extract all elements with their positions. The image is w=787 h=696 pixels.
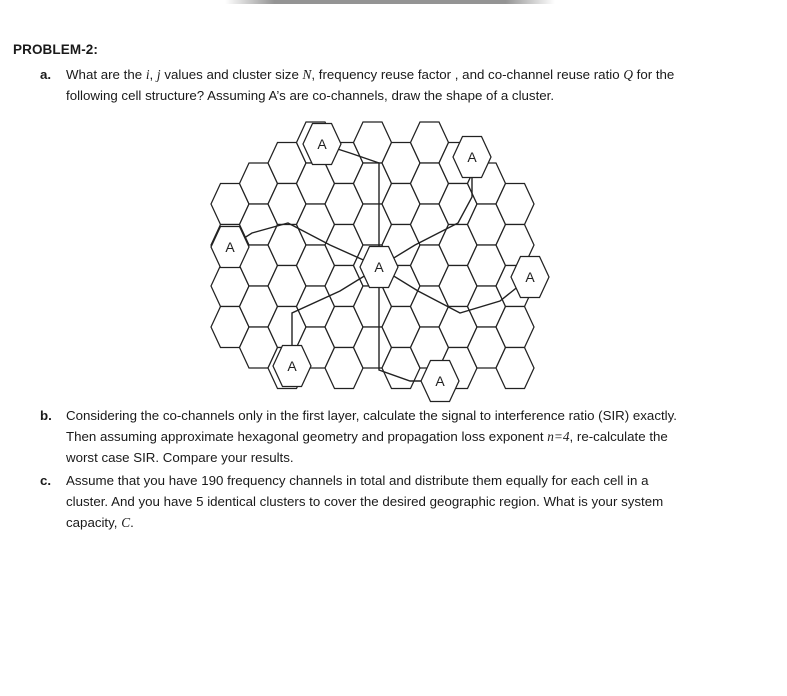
text-run: values and cluster size [160, 67, 303, 82]
part-a-marker: a. [40, 67, 52, 82]
text-run: . [130, 515, 134, 530]
cochannel-cell-label: A [374, 259, 384, 275]
part-b-line-3: worst case SIR. Compare your results. [66, 450, 294, 465]
text-run: , frequency reuse factor , and co-channel reuse ratio [311, 67, 624, 82]
cochannel-cell-label: A [225, 239, 235, 255]
variable-n: N [302, 67, 312, 82]
text-run: capacity, [66, 515, 122, 530]
part-b-text [66, 405, 770, 468]
part-b-line-1: Considering the co-channels only in the first layer, calculate the signal to interference ratio (SIR) exactly. [66, 408, 677, 423]
text-run: What are the [66, 67, 146, 82]
text-run: for the [632, 67, 675, 82]
part-c-marker: c. [40, 473, 52, 488]
problem-title: PROBLEM-2: [13, 42, 98, 57]
cochannel-cell-label: A [435, 373, 445, 389]
part-b-marker: b. [40, 408, 52, 423]
variable-i: i [145, 67, 150, 82]
cochannel-cell-label: A [467, 149, 477, 165]
text-run: , re-calculate the [569, 429, 668, 444]
variable-c: C [121, 515, 131, 530]
cropped-top-text [225, 0, 555, 4]
part-c-line-2: cluster. And you have 5 identical clusters to cover the desired geographic region. What is your system [66, 494, 664, 509]
cochannel-cell-label: A [525, 269, 535, 285]
cell-structure-figure [190, 105, 570, 405]
hexagonal-cell-grid [190, 105, 570, 405]
variable-j: j [156, 67, 161, 82]
part-c-line-3 [66, 512, 770, 533]
cochannel-cell-label: A [287, 358, 297, 374]
part-b-line-2 [66, 426, 770, 447]
part-c-text [66, 470, 770, 533]
cochannel-cell-label: A [317, 136, 327, 152]
text-run: , [149, 67, 157, 82]
variable-n-exponent: n=4 [547, 429, 570, 444]
part-a-line-2: following cell structure? Assuming A’s are co-channels, draw the shape of a cluster. [66, 88, 555, 103]
part-a-line-1 [66, 64, 770, 85]
variable-q: Q [623, 67, 633, 82]
text-run: Then assuming approximate hexagonal geometry and propagation loss exponent [66, 429, 548, 444]
part-a-text [66, 64, 770, 106]
part-c-line-1: Assume that you have 190 frequency channels in total and distribute them equally for each cell in a [66, 473, 649, 488]
